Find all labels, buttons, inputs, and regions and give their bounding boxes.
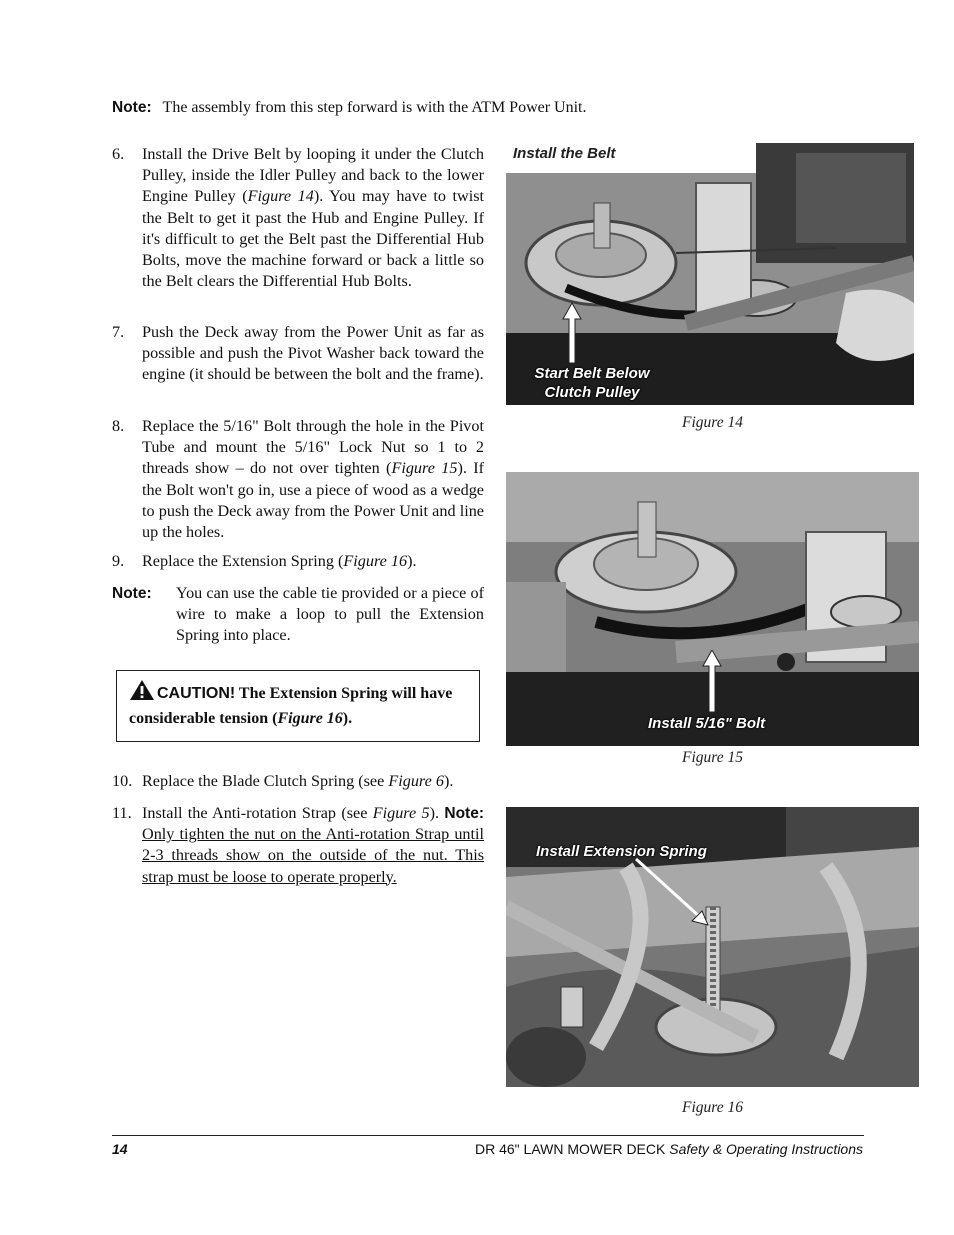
step-number: 7.: [112, 323, 125, 341]
footer-rule: [112, 1135, 864, 1136]
step-number: 6.: [112, 145, 125, 163]
figure-16-caption: Figure 16: [682, 1099, 743, 1116]
top-note: [112, 98, 587, 117]
figure-ref: Figure 16: [277, 710, 343, 727]
step-number: 8.: [112, 417, 125, 435]
figure-ref: Figure 15: [391, 459, 458, 478]
caution-text: The Extension Spring will have considerable tension (: [129, 685, 453, 727]
figure-14-title: Install the Belt: [513, 145, 616, 162]
arrow-icon: [562, 303, 582, 363]
caution-box: CAUTION! The Extension Spring will have considerable tension (Figure 16).: [116, 670, 480, 742]
figure-ref: Figure 6: [388, 772, 444, 790]
step-text: Replace the Extension Spring (Figure 16).: [142, 552, 417, 570]
step-text: Replace the 5/16" Bolt through the hole in the Pivot Tube and mount the 5/16" Lock Nut so 1 to 2 threads show – do not over tighten (Figure 15). If the Bolt won't go in, use a piece of wood as a wedge to push the Deck away from the Power Unit and line up the holes.: [142, 417, 485, 542]
arrow-icon: [702, 650, 722, 712]
step-text: Install the Anti-rotation Strap (see Figure 5). Note: Only tighten the nut on the Anti-rotation Strap until 2-3 threads show on the outside of the nut. This strap must be loose to operate properly.: [142, 804, 484, 886]
step-7: [112, 322, 484, 386]
step-6: [112, 144, 484, 292]
note-text: The assembly from this step forward is with the ATM Power Unit.: [162, 99, 587, 116]
note-label: Note:: [112, 585, 152, 602]
step-number: 9.: [112, 552, 125, 570]
figure-16-photo: [506, 807, 919, 1087]
caution-label: CAUTION!: [157, 685, 236, 702]
figure-ref: Figure 16: [343, 552, 408, 570]
step-text: Push the Deck away from the Power Unit as far as possible and push the Pivot Washer back toward the engine (it should be between the bolt and the frame).: [142, 323, 484, 384]
figure-15-callout: Install 5/16" Bolt: [648, 715, 766, 732]
figure-14-caption: Figure 14: [682, 414, 743, 431]
step-11: [112, 803, 484, 888]
figure-14-photo: [506, 143, 914, 405]
step-number: 11.: [112, 804, 132, 822]
figure-ref: Figure 14: [247, 187, 314, 206]
strap-note-text: Only tighten the nut on the Anti-rotation Strap until 2-3 threads show on the outside of the nut. This strap must be loose to operate properly.: [142, 825, 484, 886]
figure-16-callout: Install Extension Spring: [536, 843, 707, 860]
figure-14-callout: Start Belt Below Clutch Pulley: [534, 365, 650, 401]
figure-ref: Figure 5: [372, 804, 430, 822]
note-label: Note:: [444, 805, 484, 822]
step-8: [112, 416, 484, 543]
step-text: Install the Drive Belt by looping it under the Clutch Pulley, inside the Idler Pulley and back to the lower Engine Pulley (Figure 14). You may have to twist the Belt to get it past the Hub and Engine Pulley. If it's difficult to get the Belt past the Differential Hub Bolts, move the machine forward or back a little so the Belt clears the Differential Hub Bolts.: [142, 145, 484, 291]
footer-title: DR 46" LAWN MOWER DECK Safety & Operating Instructions: [474, 1141, 863, 1157]
arrow-icon: [634, 857, 714, 929]
step-text: Replace the Blade Clutch Spring (see Figure 6).: [142, 772, 454, 790]
figure-15-photo: [506, 472, 919, 746]
warning-triangle-icon: [129, 679, 155, 708]
spring-note: [112, 583, 484, 647]
page-number: 14: [112, 1141, 128, 1157]
step-10: [112, 771, 484, 792]
step-9: [112, 551, 484, 572]
note-text: You can use the cable tie provided or a piece of wire to make a loop to pull the Extension Spring into place.: [176, 584, 484, 645]
instructions-column-lower: [112, 771, 484, 921]
step-number: 10.: [112, 772, 133, 790]
note-label: Note:: [112, 99, 152, 116]
figure-15-caption: Figure 15: [682, 749, 743, 766]
